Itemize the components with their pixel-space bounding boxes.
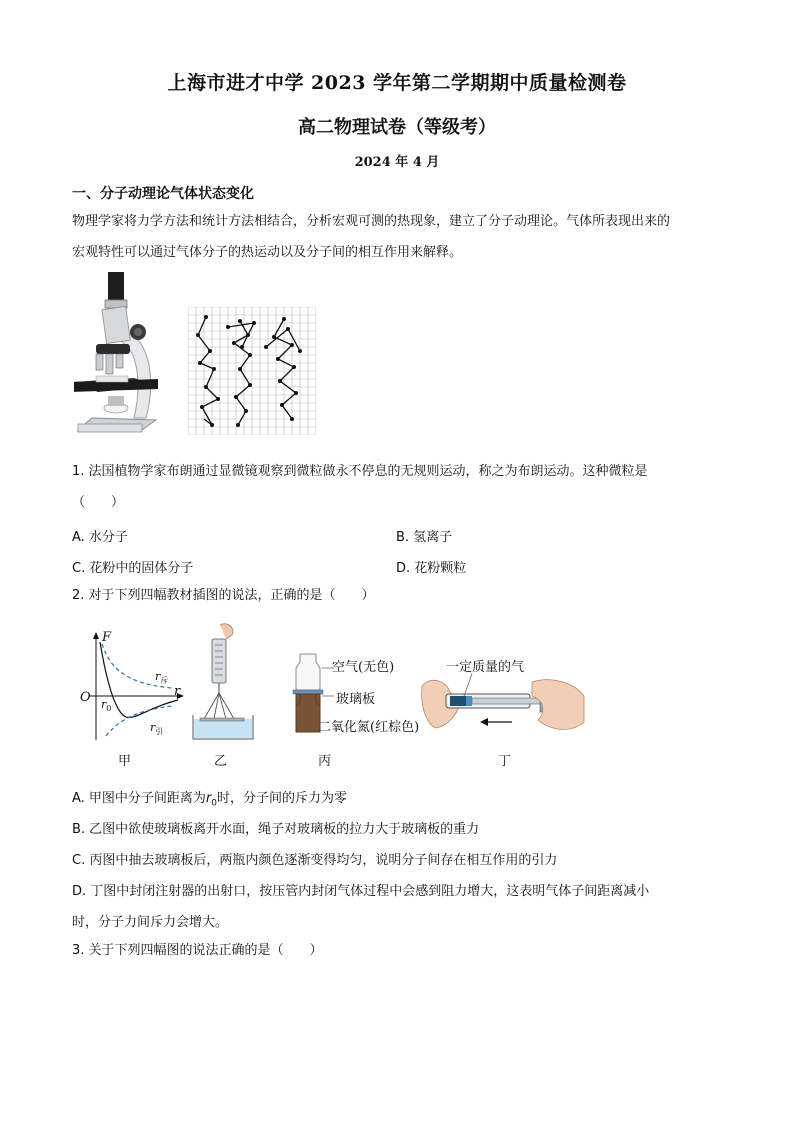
bing-top-gas-label: 空气(无色) <box>332 660 395 675</box>
fig-ding-label: 丁 <box>498 754 512 769</box>
intro-line-1: 物理学家将力学方法和统计方法相结合，分析宏观可测的热现象，建立了分子动理论。气体所表现出来的 <box>72 214 671 229</box>
q2-stem: 2. 对于下列四幅教材插图的说法，正确的是（ ） <box>72 588 375 603</box>
q2-option-d-line-2: 时，分子力间斥力会增大。 <box>72 915 229 930</box>
section-heading: 一、分子动理论气体状态变化 <box>72 186 254 202</box>
bing-bottom-gas-label: 二氧化氮(红棕色) <box>318 720 420 735</box>
jia-axis-r-label: r <box>174 684 181 699</box>
fig-yi-label: 乙 <box>214 754 228 769</box>
fig-jia-label: 甲 <box>118 754 132 769</box>
fig-bing-label: 丙 <box>318 754 332 769</box>
q3-stem: 3. 关于下列四幅图的说法正确的是（ ） <box>72 943 323 958</box>
bing-plate-label: 玻璃板 <box>336 692 376 707</box>
q1-option-b[interactable]: B. 氢离子 <box>396 530 453 545</box>
bing-pointer-lines <box>322 660 336 724</box>
ding-gas-label: 一定质量的气 <box>446 660 525 675</box>
exam-subtitle: 高二物理试卷（等级考） <box>298 117 496 138</box>
figure-yi-spring-scale <box>190 623 256 741</box>
jia-origin-label: O <box>80 690 91 705</box>
jia-r-attractive-label: $r_引$ <box>150 721 164 737</box>
microscope-image <box>72 272 164 440</box>
q2-option-c[interactable]: C. 丙图中抽去玻璃板后，两瓶内颜色逐渐变得均匀，说明分子间存在相互作用的引力 <box>72 853 558 868</box>
figure-ding-syringe <box>420 672 586 746</box>
q1-stem-line-2: （ ） <box>72 495 125 510</box>
exam-title: 上海市进才中学 2023 学年第二学期期中质量检测卷 <box>167 72 627 94</box>
q1-option-d[interactable]: D. 花粉颗粒 <box>396 561 467 576</box>
jia-axis-f-label: F <box>102 630 112 645</box>
jia-r-repulsive-label: $r_斥$ <box>155 670 169 686</box>
figure-jia-force-curve <box>76 628 186 744</box>
q2-option-b[interactable]: B. 乙图中欲使玻璃板离开水面，绳子对玻璃板的拉力大于玻璃板的重力 <box>72 822 480 837</box>
q2-option-d-line-1[interactable]: D. 丁图中封闭注射器的出射口，按压管内封闭气体过程中会感到阻力增大，这表明气体子间距离减小 <box>72 884 650 899</box>
q1-option-c[interactable]: C. 花粉中的固体分子 <box>72 561 194 576</box>
exam-date: 2024 年 4 月 <box>354 155 440 170</box>
q1-stem-line-1: 1. 法国植物学家布朗通过显微镜观察到微粒做永不停息的无规则运动，称之为布朗运动。这种微粒是 <box>72 464 648 479</box>
q2-option-a[interactable]: A. 甲图中分子间距离为$r_0$时，分子间的斥力为零 <box>72 791 348 809</box>
intro-line-2: 宏观特性可以通过气体分子的热运动以及分子间的相互作用来解释。 <box>72 245 463 260</box>
brownian-motion-grid-image <box>188 307 316 435</box>
q1-option-a[interactable]: A. 水分子 <box>72 530 128 545</box>
jia-r0-label: $r_0$ <box>101 698 112 714</box>
